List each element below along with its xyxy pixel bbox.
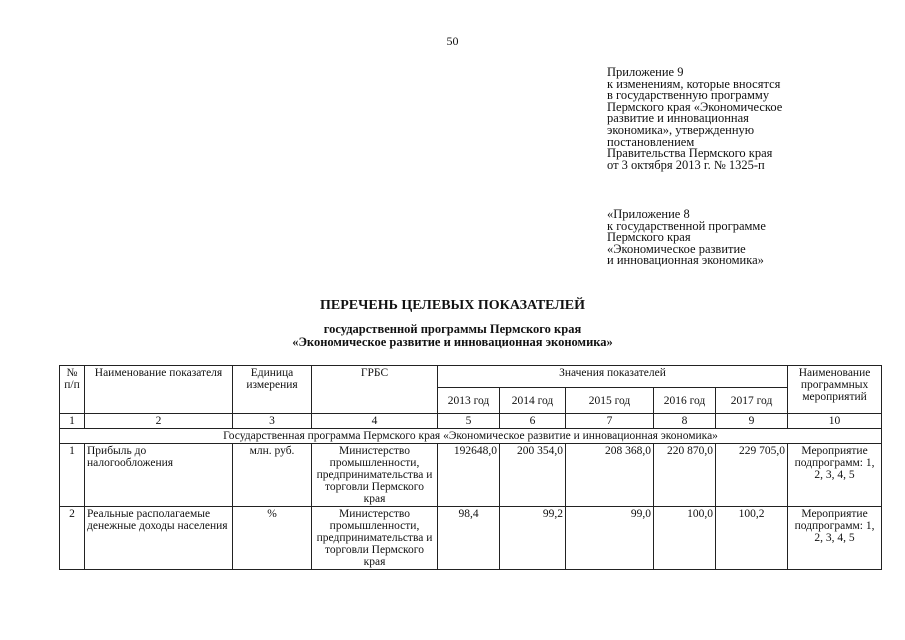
row-value-2015: 99,0	[566, 507, 654, 570]
table-row	[60, 507, 882, 570]
header-year: 2015 год	[566, 388, 654, 414]
table-row	[60, 444, 882, 507]
column-number: 1	[60, 414, 85, 429]
header-name: Наименование показателя	[85, 366, 233, 414]
subtitle-line-2: «Экономическое развитие и инновационная экономика»	[292, 335, 613, 349]
row-indicator-name: Реальные располагаемые денежные доходы населения	[85, 507, 233, 570]
appendix-9-line: Приложение 9	[607, 65, 684, 79]
appendix-9-line: от 3 октября 2013 г. № 1325-п	[607, 157, 765, 172]
subtitle-line-1: государственной программы Пермского края	[323, 322, 582, 336]
appendix-8-line: «Экономическое развитие	[607, 241, 746, 256]
page-number: 50	[446, 34, 459, 48]
column-number: 3	[233, 414, 312, 429]
section-title: Государственная программа Пермского края «Экономическое развитие и инновационная экономика»	[60, 429, 882, 444]
header-year: 2017 год	[716, 388, 788, 414]
header-year: 2014 год	[500, 388, 566, 414]
column-number: 6	[500, 414, 566, 429]
appendix-8-line: к государственной программе	[607, 218, 766, 233]
column-number: 8	[654, 414, 716, 429]
document-title: ПЕРЕЧЕНЬ ЦЕЛЕВЫХ ПОКАЗАТЕЛЕЙ	[320, 298, 585, 313]
appendix-8-block	[607, 209, 766, 267]
header-unit: Единица измерения	[233, 366, 312, 414]
row-value-2013: 192648,0	[438, 444, 500, 507]
row-grbs: Министерство промышленности, предпринимательства и торговли Пермского края	[312, 444, 438, 507]
row-activities: Мероприятие подпрограмм: 1, 2, 3, 4, 5	[788, 507, 882, 570]
appendix-9-line: экономика», утвержденную	[607, 122, 755, 137]
appendix-8-line: и инновационная экономика»	[607, 253, 764, 268]
row-unit: %	[233, 507, 312, 570]
column-number: 7	[566, 414, 654, 429]
row-value-2017: 229 705,0	[716, 444, 788, 507]
appendix-9-line: развитие и инновационная	[607, 111, 749, 126]
table-header-row	[60, 366, 882, 388]
row-grbs: Министерство промышленности, предпринимательства и торговли Пермского края	[312, 507, 438, 570]
header-values: Значения показателей	[438, 366, 788, 388]
row-unit: млн. руб.	[233, 444, 312, 507]
row-value-2013: 98,4	[438, 507, 500, 570]
row-num: 1	[60, 444, 85, 507]
column-number: 9	[716, 414, 788, 429]
appendix-9-block	[607, 67, 782, 171]
appendix-9-line: постановлением	[607, 134, 695, 149]
row-activities: Мероприятие подпрограмм: 1, 2, 3, 4, 5	[788, 444, 882, 507]
appendix-9-line: в государственную программу	[607, 88, 770, 103]
column-number: 2	[85, 414, 233, 429]
column-number: 10	[788, 414, 882, 429]
header-year: 2013 год	[438, 388, 500, 414]
row-value-2014: 200 354,0	[500, 444, 566, 507]
column-number: 4	[312, 414, 438, 429]
column-number: 5	[438, 414, 500, 429]
document-subtitle	[0, 323, 905, 349]
row-indicator-name: Прибыль до налогообложения	[85, 444, 233, 507]
row-num: 2	[60, 507, 85, 570]
header-activities: Наименование программных мероприятий	[788, 366, 882, 414]
appendix-9-line: к изменениям, которые вносятся	[607, 76, 781, 91]
section-row	[60, 429, 882, 444]
header-year: 2016 год	[654, 388, 716, 414]
row-value-2015: 208 368,0	[566, 444, 654, 507]
column-numbers-row	[60, 414, 882, 429]
appendix-9-line: Правительства Пермского края	[607, 146, 773, 161]
row-value-2016: 100,0	[654, 507, 716, 570]
appendix-9-line: Пермского края «Экономическое	[607, 99, 783, 114]
header-num: № п/п	[60, 366, 85, 414]
appendix-8-line: Пермского края	[607, 230, 691, 245]
header-grbs: ГРБС	[312, 366, 438, 414]
appendix-8-line: «Приложение 8	[607, 207, 690, 221]
indicators-table	[59, 365, 882, 570]
row-value-2017: 100,2	[716, 507, 788, 570]
row-value-2014: 99,2	[500, 507, 566, 570]
row-value-2016: 220 870,0	[654, 444, 716, 507]
